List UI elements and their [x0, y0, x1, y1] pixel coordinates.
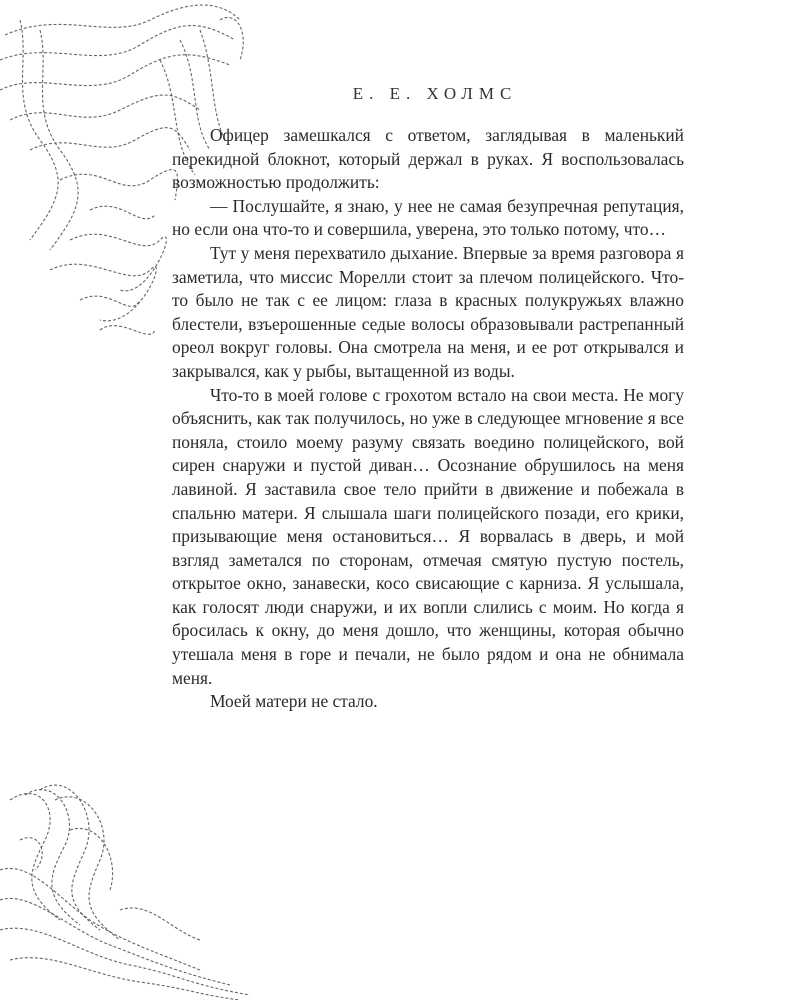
running-header-author: Е. Е. ХОЛМС: [352, 84, 518, 103]
paragraph: Тут у меня перехватило дыхание. Впервые за время разговора я заметила, что миссис Морелли стоит за плечом полицейского. Что-то было не так с ее лицом: глаза в красных полукружьях влажно блестели, взъерошенные седые волосы образовывали растрепанный ореол вокруг головы. Она смотрела на меня, и ее рот открывался и закрывался, как у рыбы, вытащенной из воды.: [172, 242, 684, 381]
wave-ornament-bottom: [0, 770, 260, 1000]
paragraph: — Послушайте, я знаю, у нее не самая безупречная репутация, но если она что-то и совершила, уверена, это только потому, что…: [172, 195, 684, 240]
paragraph: Офицер замешкался с ответом, заглядывая в маленький перекидной блокнот, который держал в руках. Я воспользовалась возможностью продолжить:: [172, 125, 684, 193]
body-text: [172, 124, 684, 714]
paragraph: Что-то в моей голове с грохотом встало на свои места. Не могу объяснить, как так получилось, но уже в следующее мгновение я все поняла, стоило моему разуму связать воедино полицейского, вой сирен снаружи и пустой диван… Осознание обрушилось на меня лавиной. Я заставила свое тело прийти в движение и побежала в спальню матери. Я слышала шаги полицейского позади, его крики, призывающие меня остановиться… Я ворвалась в дверь, и мой взгляд заметался по сторонам, отмечая смятую пустую постель, открытое окно, занавески, косо свисающие с карниза. Я услышала, как голосят люди снаружи, и их вопли слились с моим. Но когда я бросилась к окну, до меня дошло, что женщины, которая обычно утешала меня в горе и печали, не было рядом и она не обнимала меня.: [172, 384, 684, 688]
paragraph: Моей матери не стало.: [210, 691, 378, 712]
